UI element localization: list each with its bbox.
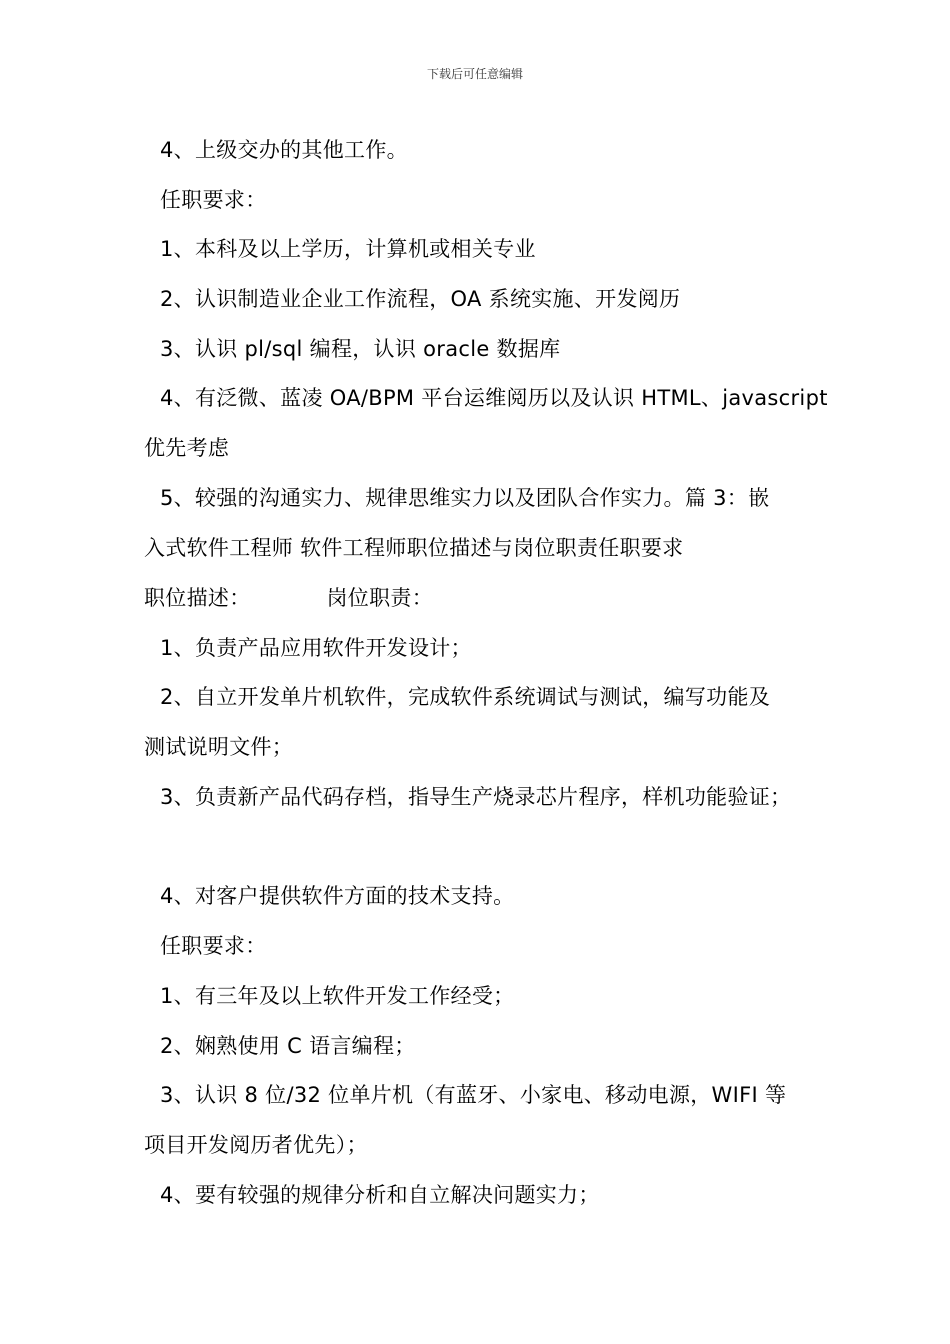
text-line: 5、较强的沟通实力、规律思维实力以及团队合作实力。篇 3：嵌 xyxy=(160,486,770,510)
text-line: 1、负责产品应用软件开发设计； xyxy=(160,636,472,660)
text-line-label xyxy=(144,584,433,612)
text-line: 4、要有较强的规律分析和自立解决问题实力； xyxy=(160,1183,600,1207)
page-header: 下载后可任意编辑 xyxy=(426,67,523,81)
text-line: 4、对客户提供软件方面的技术支持。 xyxy=(160,884,515,908)
text-line: 3、负责新产品代码存档，指导生产烧录芯片程序，样机功能验证； xyxy=(160,785,792,809)
job-description-label: 职位描述： xyxy=(144,586,251,610)
text-line: 1、有三年及以上软件开发工作经受； xyxy=(160,984,515,1008)
text-line: 2、娴熟使用 C 语言编程； xyxy=(160,1034,416,1058)
responsibilities-label: 岗位职责： xyxy=(326,586,433,610)
text-line: 1、本科及以上学历，计算机或相关专业 xyxy=(160,237,536,261)
text-line: 入式软件工程师 软件工程师职位描述与岗位职责任职要求 xyxy=(144,536,684,560)
text-line: 任职要求： xyxy=(160,934,267,958)
text-line: 优先考虑 xyxy=(144,436,230,460)
text-line: 项目开发阅历者优先）； xyxy=(144,1133,368,1157)
text-line: 3、认识 pl/sql 编程，认识 oracle 数据库 xyxy=(160,337,561,361)
text-line: 4、有泛微、蓝凌 OA/BPM 平台运维阅历以及认识 HTML、javascript xyxy=(160,386,828,410)
text-line: 2、认识制造业企业工作流程，OA 系统实施、开发阅历 xyxy=(160,287,681,311)
text-line: 3、认识 8 位/32 位单片机（有蓝牙、小家电、移动电源，WIFI 等 xyxy=(160,1083,787,1107)
text-line: 测试说明文件； xyxy=(144,735,294,759)
text-line: 4、上级交办的其他工作。 xyxy=(160,138,408,162)
text-line: 任职要求： xyxy=(160,188,267,212)
text-line: 2、自立开发单片机软件，完成软件系统调试与测试，编写功能及 xyxy=(160,685,771,709)
